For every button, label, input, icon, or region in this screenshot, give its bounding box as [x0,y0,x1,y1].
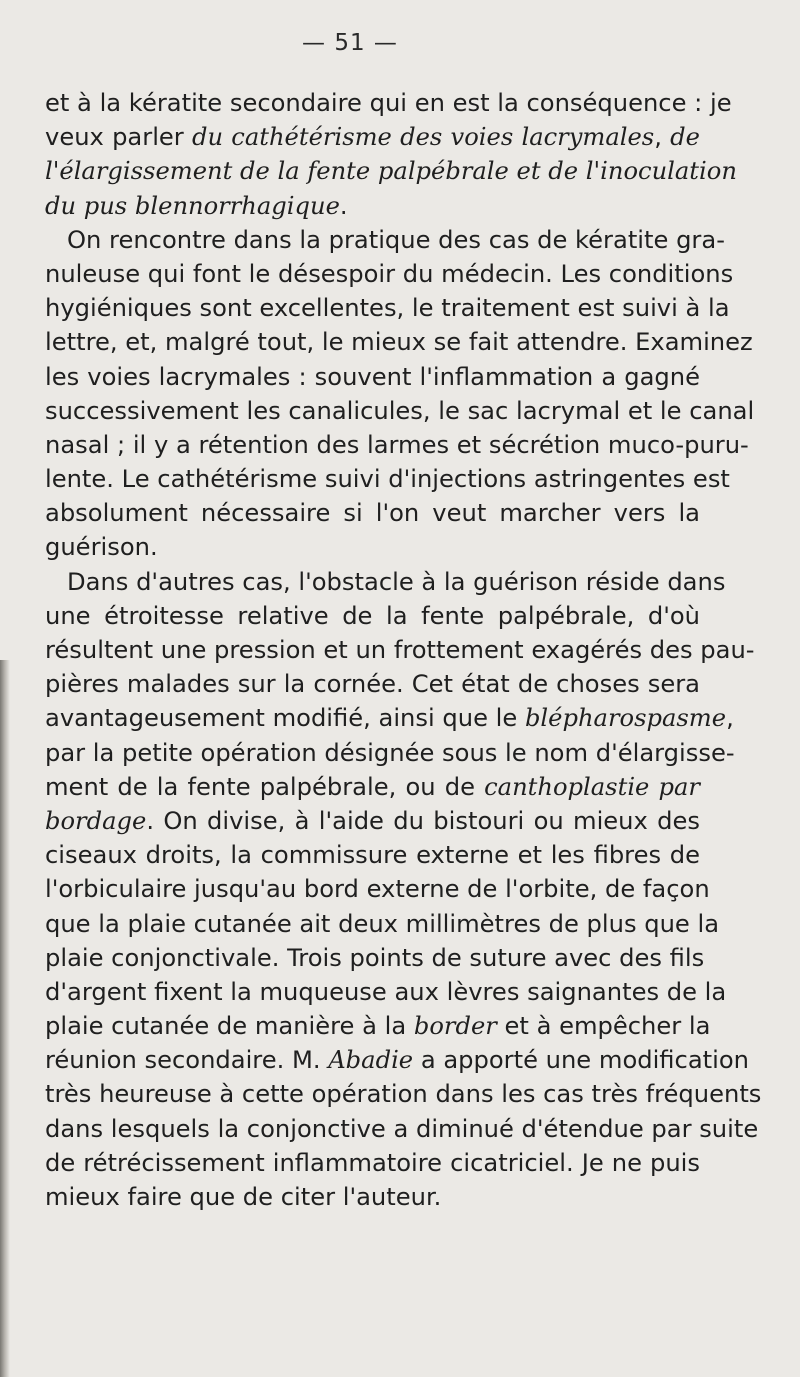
text-line [45,360,700,394]
italic-text: border [413,1012,497,1041]
italic-text: bordage [45,806,147,835]
text-segment: avantageusement modifié, ainsi que le [45,704,525,733]
text-line [45,1009,711,1043]
italic-text: blépharospasme [524,704,727,733]
text-segment: réunion secondaire. M. [45,1046,329,1075]
text-segment: pières malades sur la cornée. Cet état de choses sera [45,670,700,699]
text-segment: une étroitesse relative de la fente palpébrale, d'où [45,601,700,630]
text-line [45,394,755,428]
text-line [45,804,700,838]
italic-text: l'élargissement de la fente palpébrale et de l'inoculation [45,157,737,186]
text-line [45,291,730,325]
text-segment: d'argent fixent la muqueuse aux lèvres saignantes de la [45,977,727,1006]
text-segment: les voies lacrymales : souvent l'inflammation a gagné [45,362,700,391]
text-segment: On rencontre dans la pratique des cas de kératite gra- [67,225,725,254]
text-line [45,325,753,359]
text-line [45,1043,749,1077]
text-segment: de rétrécissement inflammatoire cicatriciel. Je ne puis [45,1148,700,1177]
text-line [45,86,732,120]
text-line [45,1146,700,1180]
italic-text: canthoplastie par [484,772,700,801]
text-line [45,633,755,667]
text-line [45,975,727,1009]
text-segment: mieux faire que de citer l'auteur. [45,1183,442,1211]
text-line [45,1112,759,1146]
text-segment: dans lesquels la conjonctive a diminué d'étendue par suite [45,1114,759,1143]
text-segment: successivement les canalicules, le sac lacrymal et le canal [45,396,755,425]
text-line [45,223,725,257]
text-segment: absolument nécessaire si l'on veut marcher vers la [45,499,700,528]
text-line [45,701,734,735]
text-line [45,941,705,975]
text-segment: , [726,704,734,733]
text-segment: guérison. [45,533,158,562]
text-segment: lettre, et, malgré tout, le mieux se fait attendre. Examinez [45,328,753,357]
text-line [45,257,734,291]
text-segment: résultent une pression et un frottement exagérés des pau- [45,636,755,664]
text-segment: . On divise, à l'aide du bistouri ou mieux des [146,806,700,835]
binding-edge-shadow [0,660,10,1377]
text-line [45,736,735,770]
text-line [45,770,700,804]
text-line [45,189,700,223]
body-text [45,86,762,1214]
text-segment: ciseaux droits, la commissure externe et les fibres de [45,841,700,870]
text-line [45,530,700,564]
text-segment: Dans d'autres cas, l'obstacle à la guérison réside dans [67,567,726,596]
text-segment: et à la kératite secondaire qui en est la conséquence : je [45,89,732,117]
text-segment: plaie cutanée de manière à la [45,1012,414,1041]
text-line [45,838,700,872]
italic-text: Abadie [328,1046,414,1075]
text-segment: très heureuse à cette opération dans les cas très fréquents [45,1080,762,1109]
text-segment: nasal ; il y a rétention des larmes et sécrétion muco-puru- [45,430,749,459]
italic-text: du pus blennorrhagique [45,191,340,220]
text-segment: veux parler [45,123,192,152]
text-segment: a apporté une modification [413,1046,749,1075]
text-line [45,154,737,188]
text-segment: nuleuse qui font le désespoir du médecin. Les conditions [45,259,734,288]
text-line [45,496,700,530]
text-line [45,667,700,701]
text-line [45,599,700,633]
text-line [45,907,720,941]
text-segment: plaie conjonctivale. Trois points de suture avec des fils [45,943,705,972]
text-segment: , [654,123,671,152]
text-line [45,1077,762,1111]
text-segment: hygiéniques sont excellentes, le traitement est suivi à la [45,294,730,323]
text-segment: ment de la fente palpébrale, ou de [45,772,485,801]
text-segment: lente. Le cathétérisme suivi d'injections astringentes est [45,465,730,494]
text-line [45,565,726,599]
text-line [45,872,710,906]
page-number: — 51 — [302,30,398,56]
italic-text: du cathétérisme des voies lacrymales [191,123,655,152]
italic-text: de [670,123,700,152]
text-line [45,428,749,462]
text-line [45,1180,700,1214]
text-segment: par la petite opération désignée sous le nom d'élargisse- [45,738,735,767]
text-segment: et à empêcher la [496,1012,711,1041]
text-segment: que la plaie cutanée ait deux millimètres de plus que la [45,909,720,938]
text-line [45,120,700,154]
text-segment: . [339,191,348,220]
text-line [45,462,730,496]
text-segment: l'orbiculaire jusqu'au bord externe de l'orbite, de façon [45,875,710,904]
